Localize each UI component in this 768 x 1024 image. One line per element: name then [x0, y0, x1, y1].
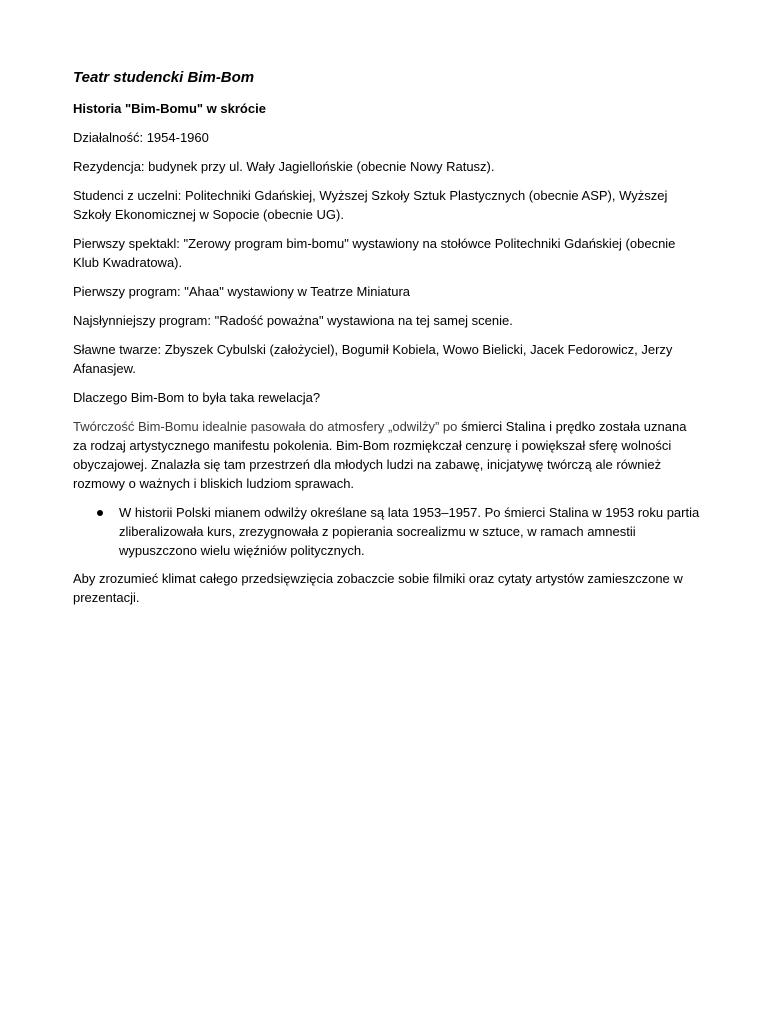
- paragraph-residence: Rezydencja: budynek przy ul. Wały Jagiellońskie (obecnie Nowy Ratusz).: [73, 159, 495, 174]
- rewelacja-intro: Twórczość Bim-Bomu idealnie pasowała do atmosfery „odwilży” po: [73, 419, 458, 434]
- paragraph-students: Studenci z uczelni: Politechniki Gdańskiej, Wyższej Szkoły Sztuk Plastycznych (obecnie ASP), Wyższej Szkoły Ekonomicznej w Sopocie (obecnie UG).: [73, 188, 668, 222]
- paragraph-closing: Aby zrozumieć klimat całego przedsięwzięcia zobaczcie sobie filmiki oraz cytaty artystów zamieszczone w prezentacji.: [73, 571, 683, 605]
- bullet-list: [73, 503, 701, 560]
- paragraph-activity: Działalność: 1954-1960: [73, 130, 209, 145]
- document-subtitle: Historia "Bim-Bomu" w skrócie: [73, 101, 266, 116]
- paragraph-first-show: Pierwszy spektakl: "Zerowy program bim-bomu" wystawiony na stołówce Politechniki Gdańskiej (obecnie Klub Kwadratowa).: [73, 236, 676, 270]
- document-title: Teatr studencki Bim-Bom: [73, 69, 255, 86]
- paragraph-rewelacja: [73, 417, 701, 493]
- paragraph-famous-faces: Sławne twarze: Zbyszek Cybulski (założyciel), Bogumił Kobiela, Wowo Bielicki, Jacek Fedorowicz, Jerzy Afanasjew.: [73, 342, 673, 376]
- bullet-icon: [97, 510, 103, 516]
- paragraph-question: Dlaczego Bim-Bom to była taka rewelacja?: [73, 390, 321, 405]
- paragraph-first-program: Pierwszy program: "Ahaa" wystawiony w Teatrze Miniatura: [73, 284, 411, 299]
- list-item: [73, 503, 701, 560]
- paragraph-famous-program: Najsłynniejszy program: "Radość poważna" wystawiona na tej samej scenie.: [73, 313, 513, 328]
- bullet-text: W historii Polski mianem odwilży określane są lata 1953–1957. Po śmierci Stalina w 1953 roku partia zliberalizowała kurs, zrezygnowała z popierania socrealizmu w sztuce, w ramach amnestii wypuszczono wielu więźniów politycznych.: [119, 505, 700, 558]
- rewelacja-rest: śmierci Stalina i prędko została uznana za rodzaj artystycznego manifestu pokolenia. Bim-Bom rozmiękczał cenzurę i powiększał sferę wolności obyczajowej. Znalazła się tam przestrzeń dla młodych ludzi na zabawę, inicjatywę twórczą ale również rozmowy o ważnych i bliskich ludziom sprawach.: [73, 419, 687, 491]
- document-page: [73, 68, 701, 617]
